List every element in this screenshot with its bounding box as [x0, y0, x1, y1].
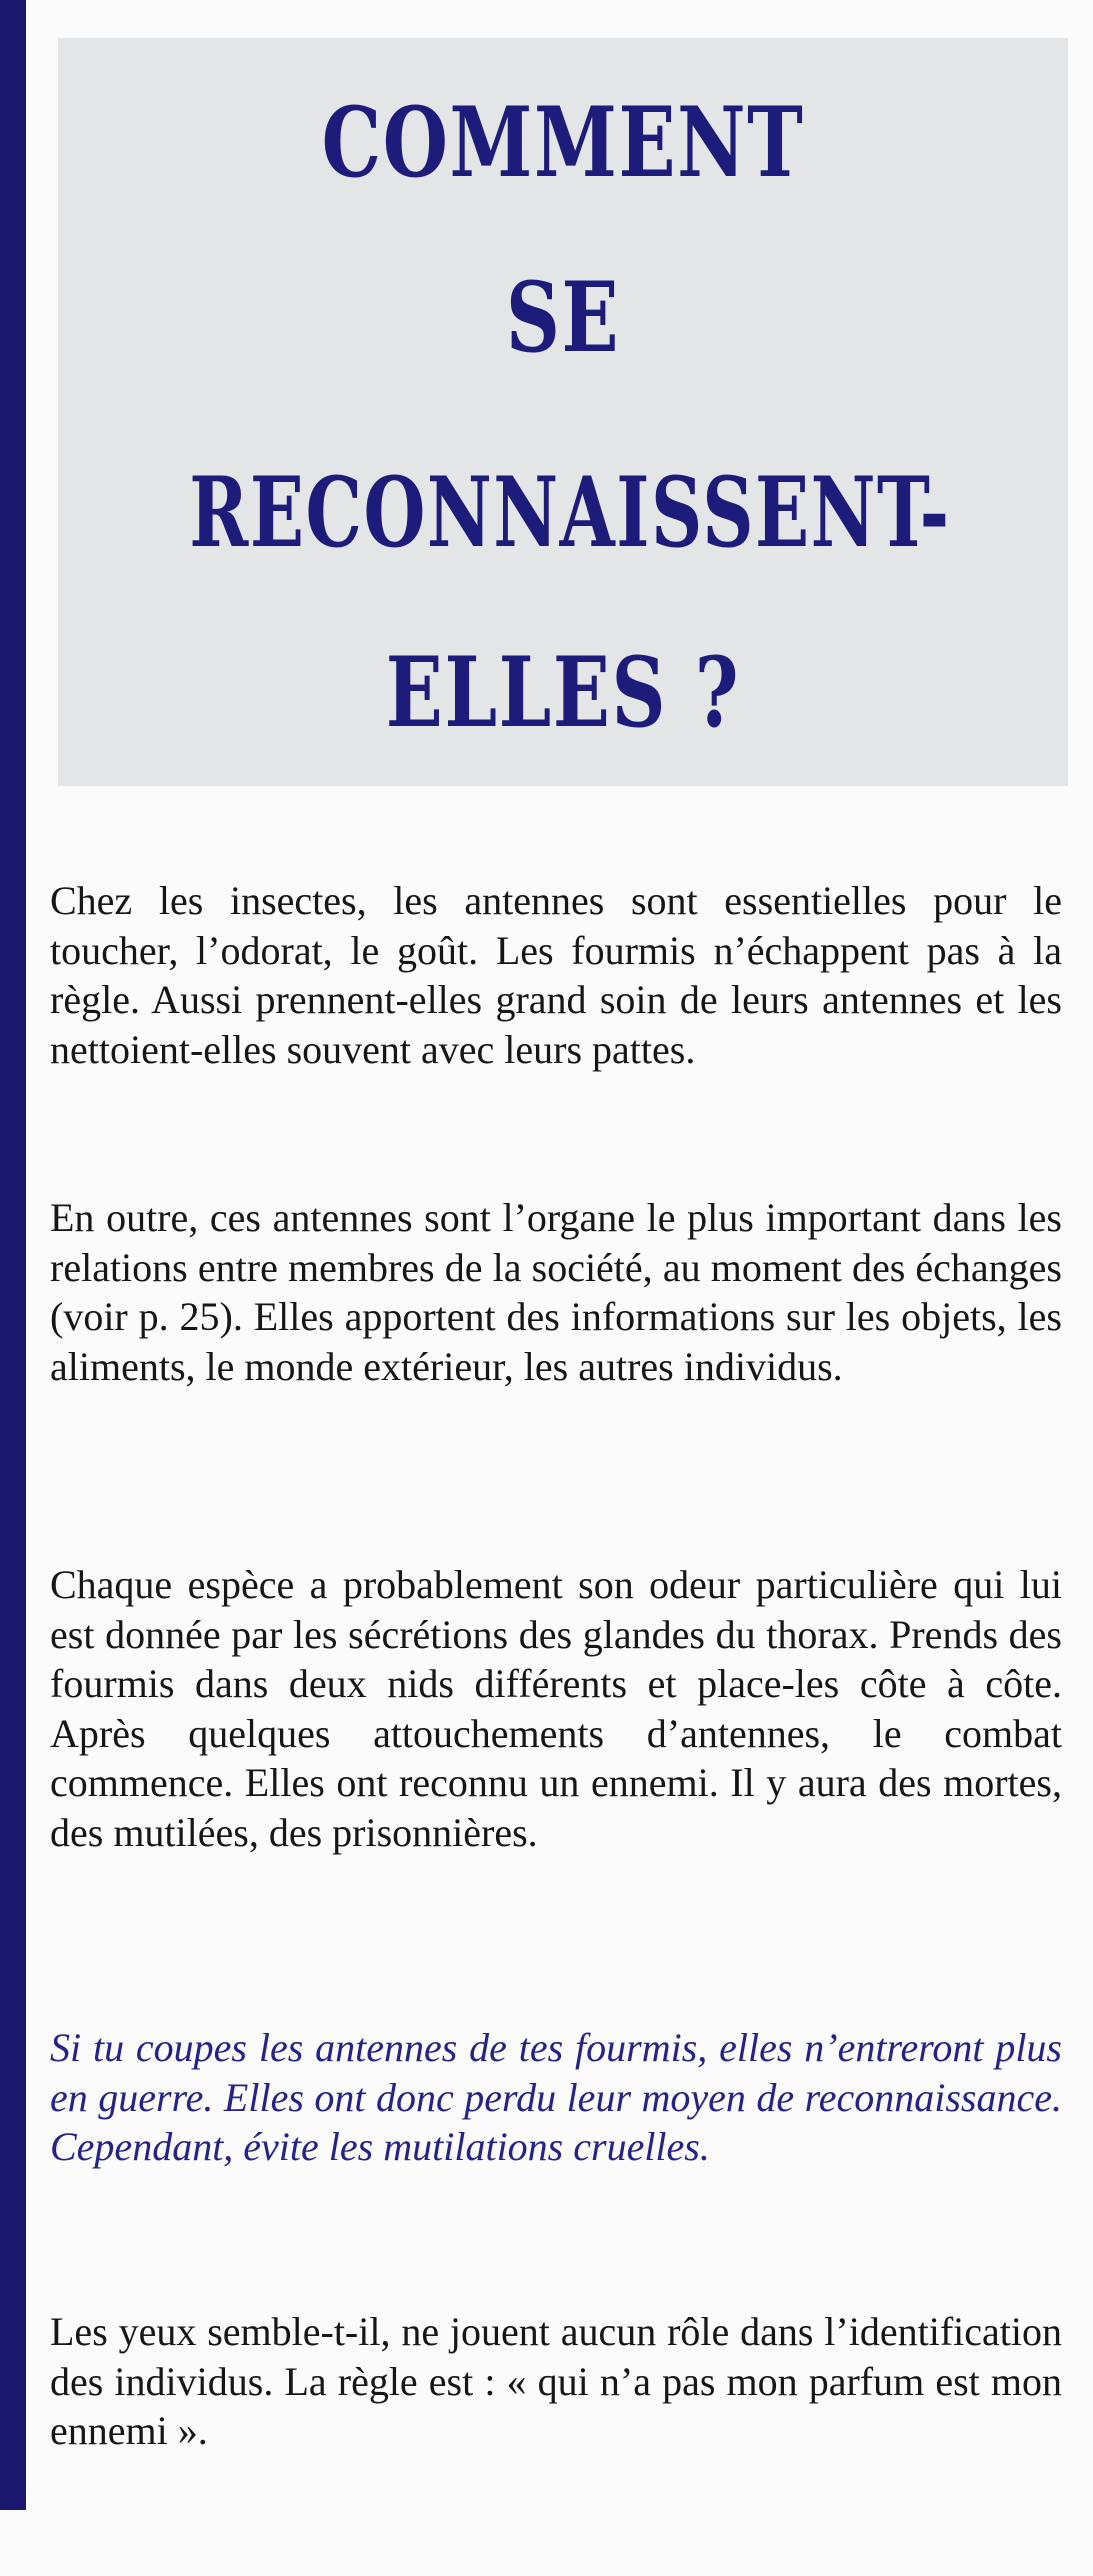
title-line-3: RECONNAISSENT-	[189, 456, 951, 569]
title-box	[58, 38, 1068, 786]
paragraph-antennae-society: En outre, ces antennes sont l’organe le plus important dans les relations entre membres de la société, au moment des échanges (voir p. 25). Elles apportent des informations sur les objets, les aliments, le monde extérieur, les autres individus.	[50, 1195, 1062, 1389]
paragraph-italic-note: Si tu coupes les antennes de tes fourmis, elles n’entreront plus en guerre. Elles ont donc perdu leur moyen de reconnaissance. Cependant, évite les mutilations cruelles.	[50, 2025, 1062, 2169]
title-line-2: SE	[505, 261, 621, 374]
left-margin-bar	[0, 0, 26, 2510]
paragraph-species-odor: Chaque espèce a probablement son odeur particulière qui lui est donnée par les sécrétions des glandes du thorax. Prends des fourmis dans deux nids différents et place-les côte à côte. Après quelques attouchements d’antennes, le combat commence. Elles ont reconnu un ennemi. Il y aura des mortes, des mutilées, des prisonnières.	[50, 1562, 1062, 1855]
title-line-1: COMMENT	[321, 86, 805, 199]
paragraph-antennae-senses: Chez les insectes, les antennes sont essentielles pour le toucher, l’odorat, le goût. Les fourmis n’échappent pas à la règle. Aussi prennent-elles grand soin de leurs antennes et les nettoient-elles souvent avec leurs pattes.	[50, 878, 1062, 1072]
title-line-4: ELLES ?	[385, 636, 741, 749]
paragraph-eyes-rule: Les yeux semble-t-il, ne jouent aucun rôle dans l’identification des individus. La règle est : « qui n’a pas mon parfum est mon ennemi ».	[50, 2309, 1062, 2453]
